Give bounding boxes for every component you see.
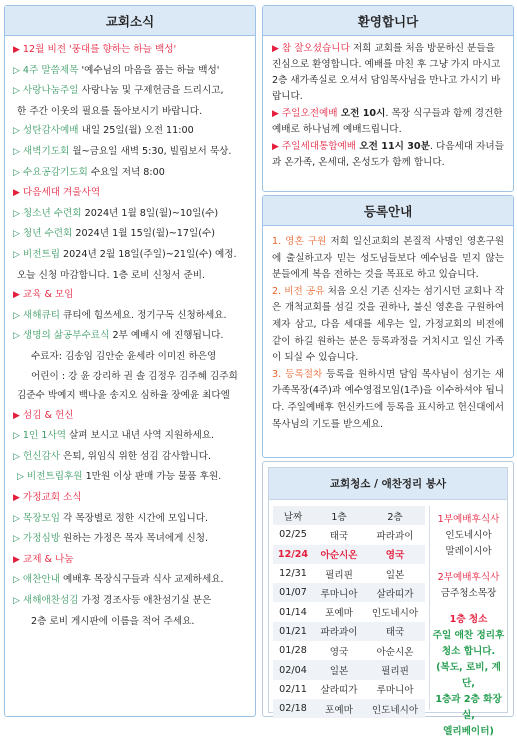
schedule-cell: 태국 bbox=[329, 530, 349, 542]
schedule-row bbox=[273, 525, 425, 544]
registration-text-3: 등록을 원하시면 담임 목사님이 섬기는 새가족목장(4주)과 예수영접모임(1주)을 이수하셔야 됩니다. 주일예배후 헌신카드에 등록을 표시하고 헌신대에서 목사님의 기도를 받으세요. bbox=[272, 368, 504, 430]
schedule-cell: 인도네시아 bbox=[365, 699, 425, 718]
schedule-cell: 포예마 bbox=[313, 699, 365, 718]
news-text: 월~금요일 새벽 5:30, 빌립보서 묵상. bbox=[69, 145, 232, 157]
news-text: 살펴 보시고 내년 사역 지원하세요. bbox=[65, 430, 215, 442]
cleaning-panel bbox=[262, 461, 514, 737]
registration-title: 등록안내 bbox=[263, 196, 513, 226]
cleaning-title: 교회청소 / 애찬정리 봉사 bbox=[269, 468, 507, 500]
schedule-cell: 인도네시아 bbox=[371, 608, 419, 620]
schedule-cell: 02/11 bbox=[279, 683, 307, 695]
news-label: 새해애찬섬김 bbox=[22, 595, 79, 607]
welcome-label-3: 주일세대통합예배 bbox=[281, 141, 357, 152]
news-text: 2부 예배시 에 진행됩니다. bbox=[109, 330, 224, 342]
news-label: 다음세대 겨울사역 bbox=[22, 187, 101, 199]
schedule-row bbox=[273, 641, 425, 660]
news-line bbox=[13, 306, 249, 327]
schedule-cell: 일본 bbox=[313, 660, 365, 679]
news-text: 어린이 : 강 윤 강리하 권 솔 김정우 김주혜 김주희 bbox=[31, 370, 238, 382]
news-label: 비전트립 bbox=[22, 248, 60, 260]
news-label: 교제 & 나눔 bbox=[22, 553, 74, 565]
note-first-service: 1부예배후식사 bbox=[437, 514, 500, 525]
news-line bbox=[13, 81, 249, 102]
schedule-cell: 파라과이 bbox=[313, 622, 365, 641]
news-text: 오늘 신청 마감합니다. 1층 로비 신청서 준비. bbox=[17, 269, 206, 281]
schedule-cell: 01/28 bbox=[279, 645, 307, 657]
schedule-cell: 영국 bbox=[365, 545, 425, 564]
outline-triangle-icon: ▷ bbox=[13, 167, 20, 178]
news-text: 내일 25일(월) 오전 11:00 bbox=[78, 125, 194, 137]
schedule-cell: 02/18 bbox=[273, 699, 313, 718]
church-news-panel bbox=[4, 5, 256, 717]
news-label: 헌신감사 bbox=[22, 450, 60, 462]
red-triangle-icon: ▶ bbox=[272, 142, 279, 152]
registration-paragraph-2 bbox=[272, 284, 504, 367]
news-label: 성탄감사예배 bbox=[22, 125, 79, 137]
red-triangle-icon: ▶ bbox=[13, 45, 20, 55]
news-label: 사랑나눔주일 bbox=[22, 85, 79, 97]
outline-triangle-icon: ▷ bbox=[13, 596, 20, 607]
news-line bbox=[13, 347, 249, 367]
note-first-floor: 1층 청소 bbox=[449, 614, 488, 625]
schedule-cell: 01/21 bbox=[273, 622, 313, 641]
news-label: 목장모임 bbox=[22, 512, 60, 524]
welcome-time-2: 오전 10시 bbox=[337, 108, 386, 119]
news-text: 가정 경조사등 애찬섬기실 분은 bbox=[78, 595, 212, 607]
news-text: 1만원 이상 판매 가능 물품 후원. bbox=[82, 471, 222, 483]
right-column bbox=[262, 5, 514, 737]
outline-triangle-icon: ▷ bbox=[13, 65, 20, 76]
schedule-header-row bbox=[273, 506, 425, 525]
news-label: 1인 1사역 bbox=[22, 430, 66, 442]
news-line bbox=[13, 591, 249, 612]
news-text: 2024년 1월 8일(월)~10일(수) bbox=[81, 207, 219, 219]
schedule-cell: 영국 bbox=[329, 646, 349, 658]
news-text: 2024년 2월 18일(주일)~21일(수) 예정. bbox=[60, 248, 237, 260]
outline-triangle-icon: ▷ bbox=[13, 86, 20, 97]
news-line bbox=[13, 224, 249, 245]
news-label: 섬김 & 헌신 bbox=[22, 409, 74, 421]
news-text: 수요일 저녁 8:00 bbox=[87, 166, 165, 178]
news-label: 새해큐티 bbox=[22, 309, 60, 321]
outline-triangle-icon: ▷ bbox=[13, 575, 20, 586]
note-first-service-b: 말레이시아 bbox=[445, 546, 492, 557]
welcome-text-1: 저희 교회를 처음 방문하신 분들을 진심으로 환영합니다. 예배를 마친 후 그냥 가지 마시고 2층 새가족실로 오셔서 담임목사님을 만나고 가시기 바랍니다. bbox=[272, 43, 501, 102]
schedule-cell: 루마니아 bbox=[376, 685, 414, 697]
news-label: 가정교회 소식 bbox=[22, 492, 82, 504]
news-text: 예배후 목장식구들과 식사 교제하세요. bbox=[60, 574, 224, 586]
news-text: '예수님의 마음을 품는 하늘 백성' bbox=[78, 64, 220, 76]
schedule-cell: 살라띠가 bbox=[365, 583, 425, 602]
news-line bbox=[13, 102, 249, 122]
red-triangle-icon: ▶ bbox=[13, 554, 20, 565]
news-line bbox=[13, 447, 249, 468]
news-text: 김준수 박예지 백나윤 송지오 심하율 장예윤 최다엘 bbox=[17, 390, 230, 402]
outline-triangle-icon: ▷ bbox=[13, 431, 20, 442]
red-triangle-icon: ▶ bbox=[13, 493, 20, 504]
schedule-cell: 01/14 bbox=[279, 606, 307, 618]
outline-triangle-icon: ▷ bbox=[13, 146, 20, 157]
schedule-cell: 살라띠가 bbox=[320, 685, 358, 697]
registration-panel bbox=[262, 195, 514, 458]
registration-text-1: 저희 일신교회의 본질적 사명인 영혼구원에 출실하고자 믿는 성도님들보다 예수님을 믿지 않는 분들에게 복음 전하는 것을 목표로 하고 있습니다. bbox=[272, 236, 505, 281]
news-line bbox=[13, 612, 249, 632]
news-text: 사랑나눔 및 구제헌금을 드리시고, bbox=[78, 85, 224, 97]
news-label: 생명의 삶공부수료식 bbox=[22, 330, 110, 342]
note-first-floor-d: 1층과 2층 화장실, bbox=[435, 694, 502, 721]
note-first-service-a: 인도네시아 bbox=[445, 530, 492, 541]
schedule-cell: 12/31 bbox=[279, 568, 307, 580]
registration-paragraph-3 bbox=[272, 367, 504, 433]
schedule-row bbox=[273, 545, 425, 564]
welcome-label-2: 주일오전예배 bbox=[281, 108, 338, 119]
red-triangle-icon: ▶ bbox=[13, 188, 20, 199]
news-line bbox=[13, 406, 249, 427]
news-line bbox=[13, 163, 249, 184]
schedule-cell: 포예마 bbox=[325, 608, 353, 620]
church-news-title: 교회소식 bbox=[5, 6, 255, 36]
registration-label-3: 3. 등록절차 bbox=[272, 368, 323, 380]
schedule-row bbox=[273, 602, 425, 621]
news-line bbox=[13, 121, 249, 142]
news-text: 2024년 1월 15일(월)~17일(수) bbox=[72, 228, 216, 240]
schedule-cell: 02/25 bbox=[279, 529, 307, 541]
schedule-row bbox=[273, 564, 425, 583]
schedule-cell: 루마니아 bbox=[313, 583, 365, 602]
red-triangle-icon: ▶ bbox=[272, 44, 279, 54]
outline-triangle-icon: ▷ bbox=[13, 534, 20, 545]
outline-triangle-icon: ▷ bbox=[13, 126, 20, 137]
red-triangle-icon: ▶ bbox=[13, 290, 20, 301]
news-line bbox=[13, 266, 249, 286]
welcome-paragraph-2 bbox=[272, 106, 505, 138]
news-text: 수료자: 김송임 김안순 윤세라 이미진 하은영 bbox=[31, 350, 217, 362]
outline-triangle-icon: ▷ bbox=[13, 331, 20, 342]
news-line bbox=[13, 367, 249, 387]
welcome-title: 환영합니다 bbox=[263, 6, 513, 36]
note-first-floor-a: 주일 애찬 정리후 bbox=[432, 630, 505, 641]
outline-triangle-icon: ▷ bbox=[17, 472, 24, 483]
outline-triangle-icon: ▷ bbox=[13, 513, 20, 524]
news-text: 2층 로비 게시판에 이름을 적어 주세요. bbox=[31, 615, 195, 627]
news-line bbox=[13, 426, 249, 447]
news-line bbox=[13, 183, 249, 204]
cleaning-notes bbox=[429, 506, 507, 737]
news-label: 가정심방 bbox=[22, 533, 60, 545]
welcome-label-1: 참 잘오셨습니다 bbox=[281, 43, 350, 54]
news-label: 12월 비전 '풍대를 향하는 하늘 백성' bbox=[22, 44, 177, 55]
schedule-header-cell: 2층 bbox=[365, 506, 425, 525]
outline-triangle-icon: ▷ bbox=[13, 249, 20, 260]
news-text: 은퇴, 위임식 위한 섬김 감사합니다. bbox=[60, 450, 212, 462]
news-label: 교육 & 모임 bbox=[22, 289, 74, 301]
schedule-cell: 필리핀 bbox=[325, 569, 353, 581]
schedule-row bbox=[273, 660, 425, 679]
church-news-list bbox=[5, 36, 255, 631]
schedule-header-cell: 1층 bbox=[313, 506, 365, 525]
schedule-cell: 아순시온 bbox=[313, 545, 365, 564]
welcome-paragraph-3 bbox=[272, 139, 505, 171]
registration-label-1: 1. 영혼 구원 bbox=[272, 236, 327, 247]
news-label: 새벽기도회 bbox=[22, 145, 70, 157]
news-label: 청소년 수련회 bbox=[22, 207, 82, 219]
schedule-cell: 태국 bbox=[365, 622, 425, 641]
schedule-cell: 아순시온 bbox=[376, 646, 414, 658]
note-second-service: 2부예배후식사 bbox=[437, 572, 500, 583]
news-label: 청년 수련회 bbox=[22, 228, 73, 240]
schedule-cell: 01/07 bbox=[273, 583, 313, 602]
schedule-cell: 파라과이 bbox=[376, 530, 414, 542]
note-second-service-a: 금주청소목장 bbox=[440, 588, 497, 599]
news-line bbox=[13, 488, 249, 509]
cleaning-inner bbox=[268, 467, 508, 737]
registration-label-2: 2. 비전 공유 bbox=[272, 285, 325, 297]
news-line bbox=[13, 509, 249, 530]
schedule-cell: 02/04 bbox=[273, 660, 313, 679]
news-text: 각 목장별로 정한 시간에 모입니다. bbox=[60, 512, 209, 524]
news-text: 한 주간 이웃의 필요를 돌아보시기 바랍니다. bbox=[17, 105, 203, 117]
welcome-paragraph-1 bbox=[272, 41, 505, 105]
news-line bbox=[13, 142, 249, 163]
news-line bbox=[13, 204, 249, 225]
welcome-time-3: 오전 11시 30분 bbox=[356, 141, 430, 152]
schedule-row bbox=[273, 680, 425, 699]
welcome-text-3: . 다음세대 자녀들과 온가족, 온세대, 온성도가 함께 합니다. bbox=[272, 141, 504, 168]
news-label: 비전트립후원 bbox=[26, 471, 83, 483]
schedule-cell: 일본 bbox=[385, 569, 405, 581]
schedule-row bbox=[273, 583, 425, 602]
news-line bbox=[13, 467, 249, 488]
note-first-floor-b: 청소 합니다. bbox=[441, 646, 496, 657]
news-label: 애찬안내 bbox=[22, 574, 60, 586]
welcome-text-2: . 목장 식구들과 함께 경건한 예배로 하나님께 예배드립니다. bbox=[272, 108, 503, 135]
news-line bbox=[13, 570, 249, 591]
welcome-panel bbox=[262, 5, 514, 192]
outline-triangle-icon: ▷ bbox=[13, 310, 20, 321]
news-label: 4주 말씀제목 bbox=[22, 64, 79, 76]
schedule-row bbox=[273, 622, 425, 641]
news-line bbox=[13, 529, 249, 550]
schedule-cell: 필리핀 bbox=[365, 660, 425, 679]
schedule-header-cell: 날짜 bbox=[273, 506, 313, 525]
schedule-cell: 12/24 bbox=[273, 545, 313, 564]
note-first-floor-c: (복도, 로비, 계단, bbox=[436, 662, 501, 689]
news-line bbox=[13, 285, 249, 306]
news-line bbox=[13, 245, 249, 266]
news-line bbox=[13, 550, 249, 571]
news-line bbox=[13, 61, 249, 82]
cleaning-schedule-table bbox=[273, 506, 425, 718]
red-triangle-icon: ▶ bbox=[272, 109, 279, 119]
news-text: 큐티에 힘쓰세요. 정기구독 신청하세요. bbox=[60, 309, 227, 321]
news-line bbox=[13, 386, 249, 406]
registration-paragraph-1 bbox=[272, 234, 504, 284]
news-text: 원하는 가정은 목자 목녀에게 신청. bbox=[60, 533, 209, 545]
outline-triangle-icon: ▷ bbox=[13, 451, 20, 462]
red-triangle-icon: ▶ bbox=[13, 410, 20, 421]
outline-triangle-icon: ▷ bbox=[13, 229, 20, 240]
outline-triangle-icon: ▷ bbox=[13, 208, 20, 219]
news-line bbox=[13, 326, 249, 347]
news-line bbox=[13, 40, 249, 61]
schedule-row bbox=[273, 699, 425, 718]
note-first-floor-e: 엘리베이터) bbox=[443, 726, 494, 737]
news-label: 수요공감기도회 bbox=[22, 166, 88, 178]
registration-text-2: 처음 오신 기존 신자는 섬기시던 교회나 작은 개척교회를 섬길 것을 권하나, 불신 영혼을 구원하여 제자 삼고, 다음 세대를 세우는 일, 가정교회의 비전에 같이 하길 원하는 분은 등록과정을 거치시고 일신 가족이 되실 수 있습니다. bbox=[272, 285, 504, 364]
